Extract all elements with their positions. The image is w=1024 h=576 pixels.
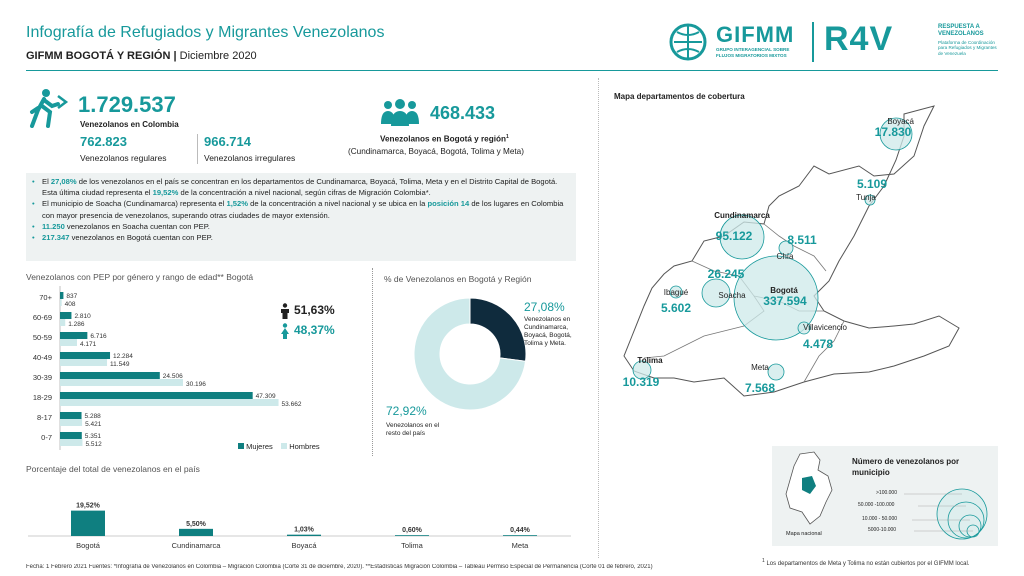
bar-mujeres [60, 292, 63, 299]
bar-hombres [60, 299, 62, 306]
pie-chart [408, 292, 538, 422]
region-label-wrap [380, 134, 509, 144]
kpi-divider [197, 134, 198, 164]
region-detail: (Cundinamarca, Boyacá, Bogotá, Tolima y Meta) [348, 147, 524, 156]
bar2-category-label: Boyacá [291, 541, 317, 550]
map-place-name: Bogotá [770, 286, 798, 295]
footer-note-mark: 1 [762, 558, 765, 564]
bar2-category-label: Tolima [401, 541, 423, 550]
fact-1: • El 27,08% de los venezolanos en el país se concentran en los departamentos de Cundinamarca, Boyacá, Tolima, Meta y en el Distrito Capital de Bogotá. Esta última ciudad representa el 19,52% de la concentración a nivel nacional, según cifras de Migración Colombia*. [32, 176, 570, 198]
bar2-bar [287, 535, 321, 536]
bar-mujeres [60, 352, 110, 359]
r4v-desc: Plataforma de Coordinación para Refugiados y Migrantes de Venezuela [938, 40, 997, 56]
bar-mujeres [60, 432, 82, 439]
logo-divider [812, 22, 814, 62]
pie-slice-region [470, 298, 526, 361]
value-label-mujeres: 2.810 [74, 313, 91, 320]
bar-hombres [60, 419, 82, 426]
page-title: Infografía de Refugiados y Migrantes Venezolanos [26, 24, 385, 41]
map-bubble [768, 364, 784, 380]
pyramid-title: Venezolanos con PEP por género y rango de edad** Bogotá [26, 272, 254, 282]
bar-hombres [60, 439, 82, 446]
page-subtitle [26, 50, 257, 62]
value-label-hombres: 4.171 [79, 341, 97, 348]
legend-women-label: Mujeres [246, 442, 273, 451]
bar-hombres [60, 319, 65, 326]
map-place-value: 7.568 [744, 381, 776, 395]
bar2-value-label: 1,03% [294, 526, 314, 534]
male-pct: 51,63% [294, 303, 335, 317]
map-place-name: Soacha [718, 291, 746, 300]
legend-item-2: 50.000 -100.000 [858, 502, 895, 508]
pie-divider [372, 268, 373, 456]
pie-title: % de Venezolanos en Bogotá y Región [384, 274, 532, 284]
map-title: Mapa departamentos de cobertura [614, 92, 745, 101]
bar-hombres [60, 359, 107, 366]
regular-value: 762.823 [80, 134, 127, 149]
age-tick-label: 70+ [39, 293, 52, 302]
female-icon [280, 323, 290, 339]
value-label-hombres: 11.549 [110, 361, 130, 368]
subtitle-text: GIFMM BOGOTÁ Y REGIÓN [26, 50, 171, 62]
footer-sources: Fecha: 1 Febrero 2021 Fuentes: *Infografía de Venezolanos en Colombia – Migración Colombia (Corte 31 de diciembre, 2020). **Estadísticas Migración Colombia – Tableau Permiso Especial de Permanencia (Corte 01 de febrero, 2021) [26, 564, 653, 570]
walking-person-icon [26, 88, 70, 128]
map-place-value: 17.830 [874, 125, 912, 139]
legend-men-swatch [281, 443, 287, 449]
map-place-name: Chía [776, 252, 794, 261]
male-icon [280, 303, 290, 319]
map-place-name: Tunja [856, 193, 876, 202]
legend-item-1: >100.000 [876, 490, 897, 496]
map-place-value: 26.245 [707, 267, 745, 281]
legend-item-3: 10.000 - 50.000 [862, 516, 898, 522]
age-tick-label: 40-49 [32, 353, 52, 362]
legend-item-4: 5000-10.000 [868, 527, 897, 533]
value-label-mujeres: 12.284 [113, 353, 133, 360]
bar2-value-label: 19,52% [76, 502, 100, 510]
bar2-category-label: Meta [511, 541, 529, 550]
value-label-hombres: 1.286 [68, 321, 85, 328]
group-people-icon [380, 98, 420, 126]
bar-mujeres [60, 332, 87, 339]
map-place-value: 5.602 [660, 301, 692, 315]
bar-mujeres [60, 392, 253, 399]
legend-women-swatch [238, 443, 244, 449]
value-label-hombres: 30.196 [185, 381, 206, 388]
bar2-value-label: 0,44% [510, 527, 530, 535]
national-map-icon [780, 450, 840, 528]
bar2-bar [71, 511, 105, 536]
age-tick-label: 50-59 [32, 333, 52, 342]
fact-4: • 217.347 venezolanos en Bogotá cuentan con PEP. [32, 232, 570, 243]
irregular-label: Venezolanos irregulares [204, 153, 296, 163]
map-divider [598, 78, 599, 558]
map-place-value: 5.109 [856, 177, 888, 191]
bar2-category-label: Bogotá [76, 541, 100, 550]
value-label-hombres: 5.421 [85, 421, 102, 428]
legend-men-label: Hombres [289, 442, 320, 451]
map-place-name: Villavicencio [803, 323, 847, 332]
coverage-map [604, 96, 1024, 436]
pie-region-label: Venezolanos en Cundinamarca, Boyacá, Bogotá, Tolima y Meta. [524, 316, 572, 347]
map-place-value: 4.478 [802, 337, 834, 351]
globe-icon [668, 22, 712, 62]
region-label: Venezolanos en Bogotá y región [380, 134, 507, 144]
value-label-mujeres: 24.506 [162, 373, 183, 380]
map-legend-title: Número de venezolanos por municipio [852, 457, 960, 477]
age-tick-label: 0-7 [41, 433, 52, 442]
r4v-logo: R4V [824, 20, 894, 58]
header-divider [26, 70, 998, 71]
footer-note-text: Los departamentos de Meta y Tolima no están cubiertos por el GIFMM local. [766, 561, 970, 567]
national-map-label: Mapa nacional [786, 531, 822, 537]
value-label-mujeres: 5.351 [84, 433, 102, 440]
map-place-name: Cundinamarca [714, 211, 770, 220]
pyramid-legend [238, 442, 320, 451]
map-place-name: Ibagué [663, 288, 689, 297]
value-label-hombres: 5.512 [85, 441, 102, 448]
age-tick-label: 30-39 [32, 373, 52, 382]
value-label-mujeres: 6.716 [90, 333, 107, 340]
bar2-bar [179, 529, 213, 536]
bar-mujeres [60, 412, 82, 419]
value-label-mujeres: 47.309 [255, 393, 276, 400]
pie-region-pct: 27,08% [524, 300, 565, 314]
female-pct: 48,37% [294, 323, 335, 337]
bar2-bar [395, 535, 429, 536]
map-place-value: 8.511 [787, 233, 817, 247]
bar-mujeres [60, 372, 160, 379]
map-place-value: 10.319 [622, 375, 660, 389]
bar-hombres [60, 379, 183, 386]
gifmm-name: GIFMM [716, 22, 795, 47]
report-date: Diciembre 2020 [179, 50, 257, 62]
gifmm-desc: GRUPO INTERAGENCIAL SOBRE FLUJOS MIGRATORIOS MIXTOS [716, 47, 790, 58]
age-tick-label: 8-17 [36, 413, 52, 422]
total-venezolanos-label: Venezolanos en Colombia [80, 120, 179, 129]
map-place-value: 337.594 [763, 294, 807, 308]
bar2-value-label: 5,50% [186, 520, 206, 528]
r4v-title: RESPUESTA A VENEZOLANOS [938, 24, 984, 37]
percentage-bar-chart [26, 490, 586, 552]
bar2-value-label: 0,60% [402, 527, 422, 535]
map-place-value: 95.122 [715, 229, 753, 243]
regular-label: Venezolanos regulares [80, 153, 167, 163]
pie-rest-pct: 72,92% [386, 404, 427, 418]
fact-3: • 11.250 venezolanos en Soacha cuentan con PEP. [32, 221, 570, 232]
bar2-bar [503, 535, 537, 536]
value-label-hombres: 408 [64, 301, 76, 308]
subtitle-separator: | [173, 50, 177, 62]
bar2-title: Porcentaje del total de venezolanos en el país [26, 464, 200, 474]
bar-mujeres [60, 312, 71, 319]
region-value: 468.433 [430, 103, 496, 123]
age-tick-label: 60-69 [32, 313, 52, 322]
key-facts-box [26, 173, 576, 261]
age-tick-label: 18-29 [32, 393, 52, 402]
bar2-category-label: Cundinamarca [171, 541, 221, 550]
value-label-mujeres: 5.288 [84, 413, 101, 420]
fact-2: • El municipio de Soacha (Cundinamarca) representa el 1,52% de la concentración a nivel nacional y se ubica en la posición 14 de los lugares en Colombia con mayor presencia de venezolanos, superando otras ciudades de mayor extensión. [32, 198, 570, 220]
region-footnote-mark: 1 [506, 134, 509, 140]
irregular-value: 966.714 [204, 134, 251, 149]
gifmm-logo [668, 22, 808, 64]
map-place-name: Tolima [637, 356, 663, 365]
value-label-hombres: 53.662 [281, 401, 302, 408]
map-place-name: Meta [751, 363, 769, 372]
footer-note [762, 558, 1022, 567]
map-place-name: Boyacá [887, 117, 914, 126]
value-label-mujeres: 837 [66, 293, 78, 300]
total-venezolanos-value: 1.729.537 [78, 92, 176, 117]
bar-hombres [60, 399, 279, 406]
pie-rest-label: Venezolanos en el resto del país [386, 422, 440, 437]
bar-hombres [60, 339, 77, 346]
